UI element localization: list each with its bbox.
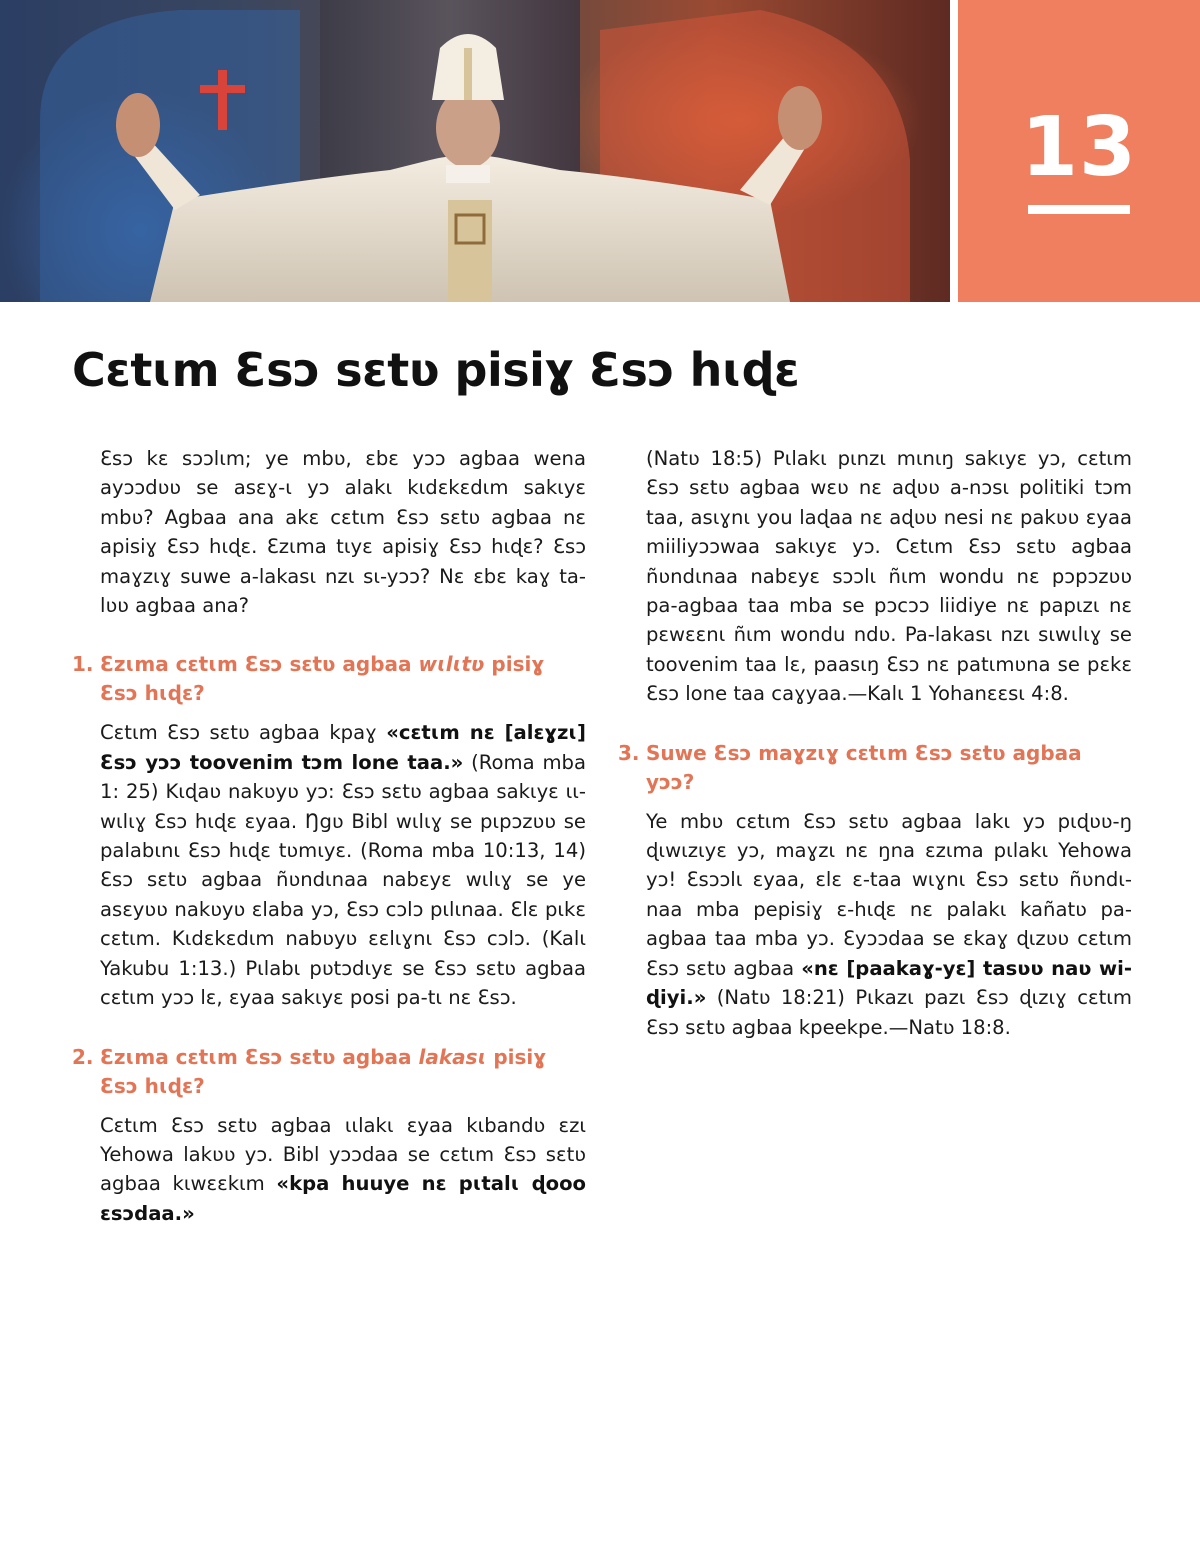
question-number: 3. (618, 740, 640, 765)
question-number: 2. (72, 1044, 94, 1069)
answer-1-paragraph: Cɛtɩm Ɛsɔ sɛtʋ agbaa kpaɣ «cɛtɩm nɛ [alɛɣzɩ] Ɛsɔ yɔɔ toovenim tɔm lone taa.» (Roma mba 1: 25) Kɩɖaʋ nakʋyʋ yɔ: Ɛsɔ sɛtʋ agbaa sakɩyɛ ɩɩ-wɩlɩɣ Ɛsɔ hɩɖɛ ɛyaa. Ŋgʋ Bibl wɩlɩɣ se pɩpɔzʋʋ se palabɩnɩ Ɛsɔ hɩɖɛ tʋmɩyɛ. (Roma mba 10:13, 14) Ɛsɔ sɛtʋ agbaa ñʋndɩnaa nabɛyɛ wɩlɩɣ se ye asɛyʋʋ nakʋyʋ ɛlaba yɔ, Ɛsɔ cɔlɔ pɩlɩnaa. Ɛlɛ pɩkɛ cɛtɩm. Kɩdɛkɛdɩm nabʋyʋ ɛɛlɩɣnɩ Ɛsɔ cɔlɔ. (Kalɩ Yakubu 1:13.) Pɩlabɩ pʋtɔdɩyɛ se Ɛsɔ sɛtʋ agbaa cɛtɩm yɔɔ lɛ, ɛyaa sakɩyɛ posi pa-tɩ nɛ Ɛsɔ. (100, 721, 586, 1010)
header-image (0, 0, 950, 302)
question-text: Ɛzɩma cɛtɩm Ɛsɔ sɛtʋ agbaa lakasɩ pisiɣ Ɛsɔ hɩɖɛ? (100, 1044, 547, 1098)
scripture-quote: «kpa huuye nɛ pɩtalɩ ɖooo ɛsɔdaa.» (100, 1172, 586, 1225)
chapter-number: 13 (1020, 100, 1138, 195)
scripture-quote: «cɛtɩm nɛ [alɛɣzɩ] Ɛsɔ yɔɔ toovenim tɔm lone taa.» (100, 721, 586, 774)
scripture-quote: «nɛ [paakaɣ-yɛ] tasʋʋ naʋ wi-ɖiyi.» (646, 956, 1133, 1010)
intro-paragraph: Ɛsɔ kɛ sɔɔlɩm; ye mbʋ, ɛbɛ yɔɔ agbaa wena ayɔɔdʋʋ se asɛɣ-ɩ yɔ alakɩ kɩdɛkɛdɩm sakɩyɛ mbʋ? Agbaa ana akɛ cɛtɩm Ɛsɔ sɛtʋ agbaa nɛ apisiɣ Ɛsɔ hɩɖɛ. Ɛzɩma tɩyɛ apisiɣ Ɛsɔ hɩɖɛ? Ɛsɔ maɣzɩɣ suwe a-lakasɩ nzɩ sɩ-yɔɔ? Nɛ ɛbɛ kaɣ ta-lʋʋ agbaa ana? (100, 447, 586, 618)
question-text: Suwe Ɛsɔ maɣzɩɣ cɛtɩm Ɛsɔ sɛtʋ agbaa yɔɔ? (646, 740, 1082, 794)
chapter-badge (958, 0, 1200, 302)
question-3 (618, 739, 1132, 797)
right-column (618, 444, 1132, 1042)
question-number: 1. (72, 652, 94, 677)
answer-2-continued: (Natʋ 18:5) Pɩlakɩ pɩnzɩ mɩnɩŋ sakɩyɛ yɔ, cɛtɩm Ɛsɔ sɛtʋ agbaa wɛʋ nɛ aɖʋʋ a-nɔsɩ politiki tɔm taa, asɩɣnɩ you laɖaa nɛ aɖʋʋ nesi nɛ pakʋʋ ɛyaa miiliyɔɔwaa sakɩyɛ yɔ. Cɛtɩm Ɛsɔ sɛtʋ agbaa ñʋndɩnaa nabɛyɛ sɔɔlɩ ñɩm wondu nɛ pɔpɔzʋʋ pa-agbaa taa mba se pɔcɔɔ liidiye nɛ papɩzɩ nɛ pɛwɛɛnɩ ñɩm wondu ndʋ. Pa-lakasɩ nzɩ sɩwɩlɩɣ se toovenim taa lɛ, paasɩŋ Ɛsɔ nɛ patɩmʋna se pɛkɛ Ɛsɔ lone taa caɣyaa.—Kalɩ 1 Yohanɛɛsɩ 4:8. (646, 447, 1132, 706)
question-text: Ɛzɩma cɛtɩm Ɛsɔ sɛtʋ agbaa wɩlɩtʋ pisiɣ Ɛsɔ hɩɖɛ? (100, 652, 545, 706)
question-2 (72, 1043, 586, 1101)
page-title: Cɛtɩm Ɛsɔ sɛtʋ pisiɣ Ɛsɔ hɩɖɛ (72, 343, 800, 397)
left-column (72, 444, 586, 1228)
cleric-illustration (0, 0, 950, 302)
answer-2-paragraph: Cɛtɩm Ɛsɔ sɛtʋ agbaa ɩɩlakɩ ɛyaa kɩbandʋ ɛzɩ Yehowa lakʋʋ yɔ. Bibl yɔɔdaa se cɛtɩm Ɛsɔ sɛtʋ agbaa kɩwɛɛkɩm «kpa huuye nɛ pɩtalɩ ɖooo ɛsɔdaa.» (100, 1113, 586, 1225)
answer-3-paragraph: Ye mbʋ cɛtɩm Ɛsɔ sɛtʋ agbaa lakɩ yɔ pɩɖʋʋ-ŋ ɖɩwɩzɩyɛ yɔ, maɣzɩ nɛ ŋna ɛzɩma pɩlakɩ Yehowa yɔ! Ɛsɔɔlɩ ɛyaa, ɛlɛ ɛ-taa wɩɣnɩ Ɛsɔ sɛtʋ ñʋndɩ-naa mba pepisiɣ ɛ-hɩɖɛ nɛ palakɩ kañatʋ pa-agbaa taa mba yɔ. Ɛyɔɔdaa se ɛkaɣ ɖɩzʋʋ cɛtɩm Ɛsɔ sɛtʋ agbaa «nɛ [paakaɣ-yɛ] tasʋʋ naʋ wi-ɖiyi.» (Natʋ 18:21) Pɩkazɩ pazɩ Ɛsɔ ɖɩzɩɣ cɛtɩm Ɛsɔ sɛtʋ agbaa kpeekpe.—Natʋ 18:8. (646, 809, 1133, 1039)
question-1 (72, 650, 586, 708)
chapter-underline (1028, 205, 1130, 214)
